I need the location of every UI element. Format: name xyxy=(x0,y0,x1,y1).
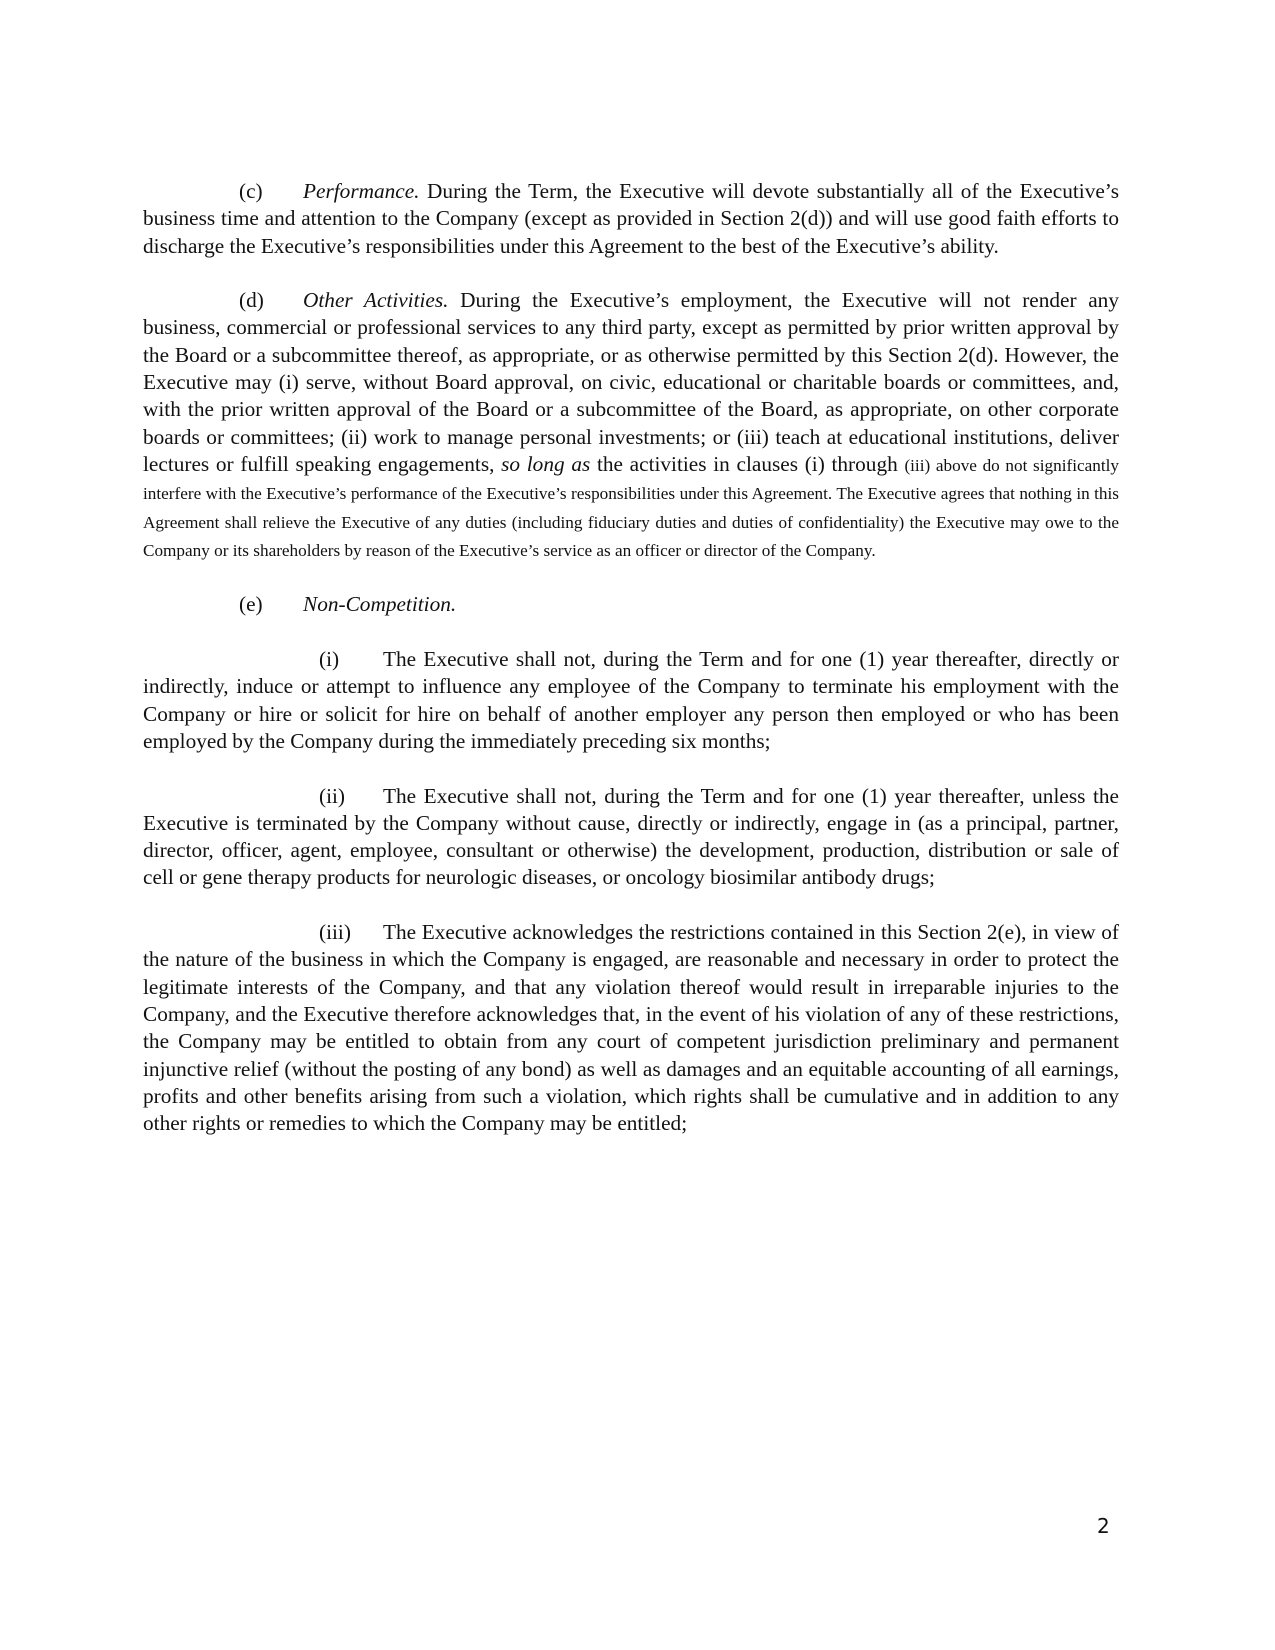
section-label: (c) xyxy=(239,179,263,203)
section-e-non-competition xyxy=(143,591,1119,618)
section-text: During the Executive’s employment, the Executive will not render any business, commercial or professional services to any third party, except as permitted by prior written approval by the Board or a subcommittee thereof, as appropriate, or as otherwise permitted by this Section 2(d). However, the Executive may (i) serve, without Board approval, on civic, educational or charitable boards or committees, and, with the prior written approval of the Board or a subcommittee of the Board, as appropriate, on other corporate boards or committees; (ii) work to manage personal investments; or (iii) teach at educational institutions, deliver lectures or fulfill speaking engagements, xyxy=(143,288,1119,476)
section-c-performance xyxy=(143,178,1119,260)
subsection-label: (ii) xyxy=(319,783,346,808)
section-text: During the Term, the Executive will devote substantially all of the Executive’s business time and attention to the Company (except as provided in Section 2(d)) and will use good faith efforts to discharge the Executive’s responsibilities under this Agreement to the best of the Executive’s ability. xyxy=(143,179,1119,258)
emphasis-text: so long as xyxy=(501,451,591,476)
subsection-text: The Executive shall not, during the Term and for one (1) year thereafter, directly or indirectly, induce or attempt to influence any employee of the Company to terminate his employment with the Company or hire or solicit for hire on behalf of another employer any person then employed or who has been employed by the Company during the immediately preceding six months; xyxy=(143,647,1119,753)
document-body xyxy=(143,178,1119,1165)
subsection-label: (i) xyxy=(319,647,340,672)
section-title: Non-Competition. xyxy=(303,592,457,617)
subsection-text: The Executive acknowledges the restrictions contained in this Section 2(e), in view of the nature of the business in which the Company is engaged, are reasonable and necessary in order to protect the legitimate interests of the Company, and that any violation thereof would result in irreparable injuries to the Company, and the Executive therefore acknowledges that, in the event of his violation of any of these restrictions, the Company may be entitled to obtain from any court of competent jurisdiction preliminary and permanent injunctive relief (without the posting of any bond) as well as damages and an equitable accounting of all earnings, profits and other benefits arising from such a violation, which rights shall be cumulative and in addition to any other rights or remedies to which the Company may be entitled; xyxy=(143,920,1119,1136)
subsection-text: The Executive shall not, during the Term and for one (1) year thereafter, unless the Executive is terminated by the Company without cause, directly or indirectly, engage in (as a principal, partner, director, officer, agent, employee, consultant or otherwise) the development, production, distribution or sale of cell or gene therapy products for neurologic diseases, or oncology biosimilar antibody drugs; xyxy=(143,783,1119,890)
section-text-continued: the activities in clauses (i) through xyxy=(590,451,905,476)
section-text-small: (iii) above do not significantly interfere with the Executive’s performance of the Executive’s responsibilities under this Agreement. The Executive agrees that nothing in this Agreement shall relieve the Executive of any duties (including fiduciary duties and duties of confidentiality) the Executive may owe to the Company or its shareholders by reason of the Executive’s service as an officer or director of the Company. xyxy=(143,455,1119,560)
page-number: 2 xyxy=(1097,1514,1110,1538)
section-d-other-activities xyxy=(143,287,1119,564)
subsection-e-ii xyxy=(143,783,1119,892)
section-label: (e) xyxy=(239,592,263,617)
section-title: Other Activities. xyxy=(303,288,449,313)
subsection-label: (iii) xyxy=(319,920,351,945)
section-title: Performance. xyxy=(303,179,420,203)
subsection-e-i xyxy=(143,646,1119,755)
subsection-e-iii xyxy=(143,919,1119,1137)
section-label: (d) xyxy=(239,288,264,313)
